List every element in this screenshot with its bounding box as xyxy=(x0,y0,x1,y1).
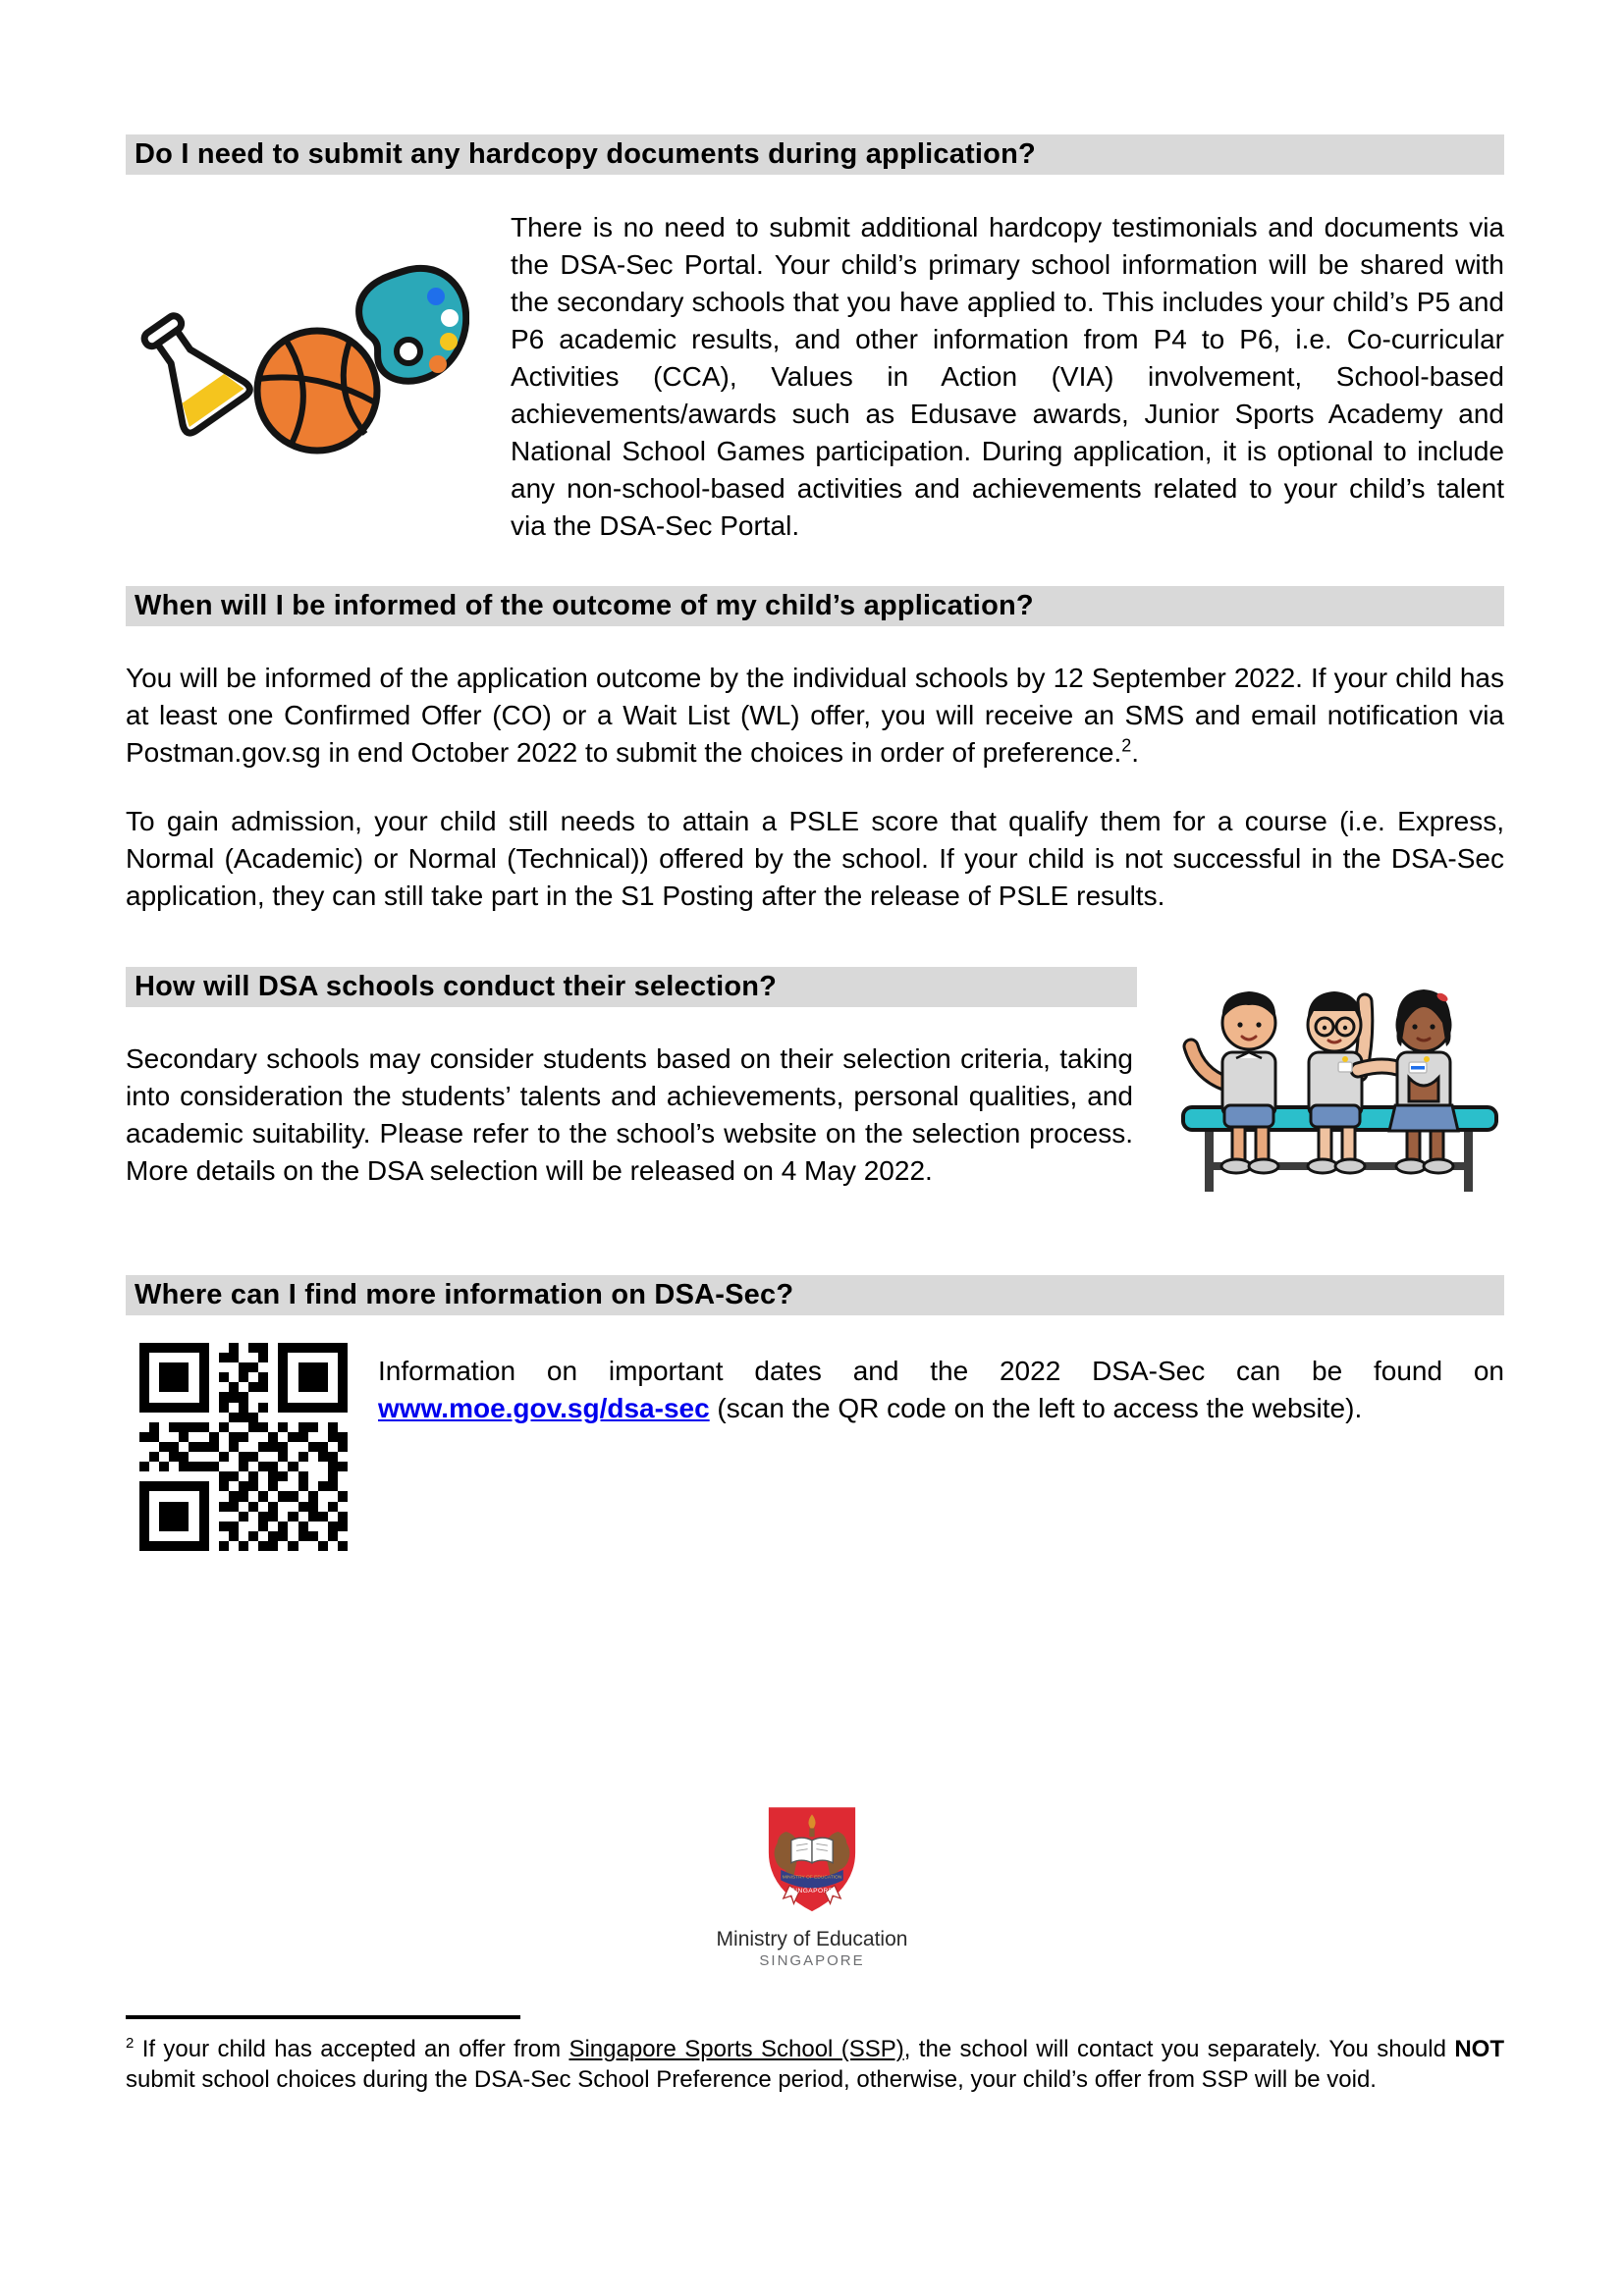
answer-text: (scan the QR code on the left to access the website). xyxy=(709,1393,1363,1423)
heading-text: Where can I find more information on DSA-Sec? xyxy=(135,1279,794,1310)
footnote-text: submit school choices during the DSA-Sec School Preference period, otherwise, your child’s offer from SSP will be void. xyxy=(126,2066,1377,2093)
footnote-text: , the school will contact you separately. You should xyxy=(903,2036,1455,2062)
moe-dsa-link[interactable]: www.moe.gov.sg/dsa-sec xyxy=(378,1393,710,1423)
answer-text: . xyxy=(1131,737,1140,768)
crest-country-text: SINGAPORE xyxy=(790,1887,834,1895)
footnote-number: 2 xyxy=(126,2035,135,2052)
flask-icon xyxy=(127,303,252,436)
student-waving xyxy=(1191,991,1278,1173)
answer-outcome-para2: To gain admission, your child still needs to attain a PSLE score that qualify them for a course (i.e. Express, Normal (Academic) or Normal (Technical)) offered by the school. If your child is not successful in the DSA-Sec application, they can still take part in the S1 Posting after the release of PSLE results. xyxy=(126,806,1504,911)
answer-more-info xyxy=(378,1353,1504,1427)
logo-ministry-name: Ministry of Education xyxy=(716,1928,908,1950)
footnote xyxy=(126,2034,1504,2095)
palette-icon xyxy=(359,268,466,381)
section-heading-outcome xyxy=(126,586,1504,626)
crest-banner-text: MINISTRY OF EDUCATION xyxy=(782,1875,842,1881)
answer-text: You will be informed of the application outcome by the individual schools by 12 September 2022. If your child has at least one Confirmed Offer (CO) or a Wait List (WL) offer, you will receive an SMS and email notification via Postman.gov.sg in end October 2022 to submit the choices in order of preference. xyxy=(126,663,1504,768)
section-heading-hardcopy xyxy=(126,134,1504,175)
activity-icons xyxy=(126,253,469,467)
heading-text: Do I need to submit any hardcopy documents during application? xyxy=(135,138,1036,170)
answer-selection: Secondary schools may consider students based on their selection criteria, taking into consideration the students’ talents and achievements, personal qualities, and academic suitability. Please refer to the school’s website on the selection process. More details on the DSA selection will be released on 4 May 2022. xyxy=(126,1043,1133,1186)
footnote-bold-text: NOT xyxy=(1454,2036,1504,2062)
footnote-text: If your child has accepted an offer from xyxy=(134,2036,569,2062)
footnote-underlined-text: Singapore Sports School (SSP) xyxy=(568,2036,904,2062)
moe-logo-block xyxy=(0,1802,1624,1969)
logo-country-name: SINGAPORE xyxy=(759,1952,865,1969)
section-heading-more-info xyxy=(126,1275,1504,1315)
answer-outcome-para1 xyxy=(126,660,1504,772)
moe-crest-logo xyxy=(760,1802,864,1920)
heading-text: How will DSA schools conduct their selection? xyxy=(135,971,778,1002)
answer-hardcopy: There is no need to submit additional hardcopy testimonials and documents via the DSA-Sec Portal. Your child’s primary school information will be shared with the secondary schools that you have applied to. This includes your child’s P5 and P6 academic results, and other information from P4 to P6, i.e. Co-curricular Activities (CCA), Values in Action (VIA) involvement, School-based achievements/awards such as Edusave awards, Junior Sports Academy and National School Games participation. During application, it is optional to include any non-school-based activities and achievements related to your child’s talent via the DSA-Sec Portal. xyxy=(511,212,1504,541)
footnote-reference: 2 xyxy=(1121,735,1132,756)
heading-text: When will I be informed of the outcome of my child’s application? xyxy=(135,590,1034,621)
basketball-icon xyxy=(257,331,377,451)
section-heading-selection xyxy=(126,967,1137,1007)
student-hand-raised xyxy=(1308,991,1403,1173)
students-on-bench-illustration xyxy=(1175,968,1504,1203)
qr-code xyxy=(139,1343,348,1551)
answer-text: Information on important dates and the 2022 DSA-Sec can be found on xyxy=(378,1356,1504,1386)
footnote-divider xyxy=(126,2015,520,2019)
student-girl xyxy=(1389,989,1458,1173)
